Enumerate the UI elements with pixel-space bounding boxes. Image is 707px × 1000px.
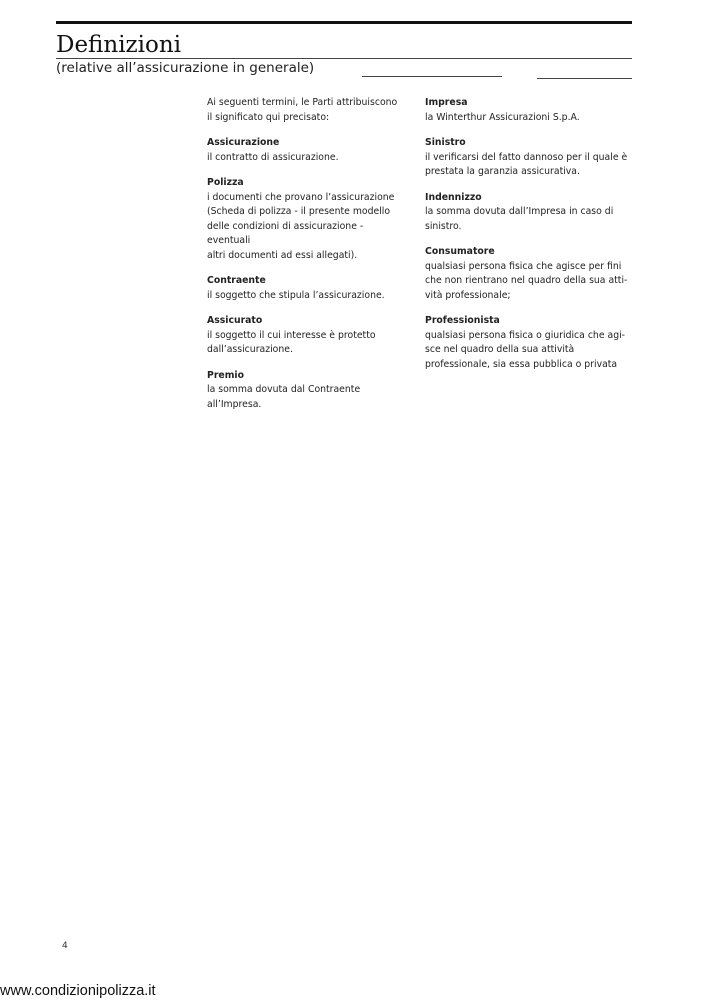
definition-term: Impresa (425, 97, 468, 108)
definition-text: la somma dovuta dall’Impresa in caso di sinistro. (425, 206, 614, 232)
definition-term: Premio (207, 369, 244, 381)
definition-term: Professionista (425, 315, 500, 326)
definition-contraente (207, 274, 407, 303)
subtitle-rule-right (537, 78, 632, 79)
definition-term: Consumatore (425, 246, 495, 257)
definition-indennizzo (425, 191, 640, 235)
definition-term: Assicurato (207, 315, 263, 326)
definition-term: Indennizzo (425, 191, 482, 203)
footer-url[interactable]: www.condizionipolizza.it (0, 983, 156, 999)
subtitle-rule-short (362, 76, 502, 77)
definition-term: Contraente (207, 275, 266, 286)
definition-consumatore (425, 245, 640, 303)
definition-text: la Winterthur Assicurazioni S.p.A. (425, 111, 580, 123)
definition-text: il soggetto che stipula l’assicurazione. (207, 289, 385, 301)
definition-professionista (425, 314, 640, 372)
definition-impresa (425, 96, 640, 125)
page-number: 4 (62, 941, 68, 951)
definition-text: qualsiasi persona fisica che agisce per fini che non rientrano nel quadro della sua atti- vità professionale; (425, 260, 628, 301)
top-rule (56, 21, 632, 24)
definition-text: il verificarsi del fatto dannoso per il quale è prestata la garanzia assicurativa. (425, 151, 628, 177)
definition-assicurazione (207, 136, 407, 165)
definition-text: il contratto di assicurazione. (207, 151, 339, 163)
page-title: Definizioni (56, 32, 182, 58)
definition-assicurato (207, 314, 407, 358)
definition-term: Polizza (207, 177, 244, 188)
definitions-left-column (207, 96, 407, 423)
definition-term: Assicurazione (207, 137, 280, 148)
definition-text: qualsiasi persona fisica o giuridica che agi- sce nel quadro della sua attività professionale, sia essa pubblica o privata (425, 329, 626, 370)
intro-paragraph (207, 96, 407, 125)
definition-text: i documenti che provano l’assicurazione (Scheda di polizza - il presente modello delle condizioni di assicurazione - eventuali altri documenti ad essi allegati). (207, 191, 395, 261)
page-subtitle: (relative all’assicurazione in generale) (56, 60, 315, 76)
intro-text: Ai seguenti termini, le Parti attribuiscono il significato qui precisato: (207, 97, 398, 123)
definition-polizza (207, 176, 407, 263)
definitions-right-column (425, 96, 640, 383)
definition-text: la somma dovuta dal Contraente all’Impresa. (207, 384, 361, 410)
definition-term: Sinistro (425, 137, 466, 148)
definition-text: il soggetto il cui interesse è protetto dall’assicurazione. (207, 329, 376, 355)
definition-sinistro (425, 136, 640, 180)
definition-premio (207, 369, 407, 413)
